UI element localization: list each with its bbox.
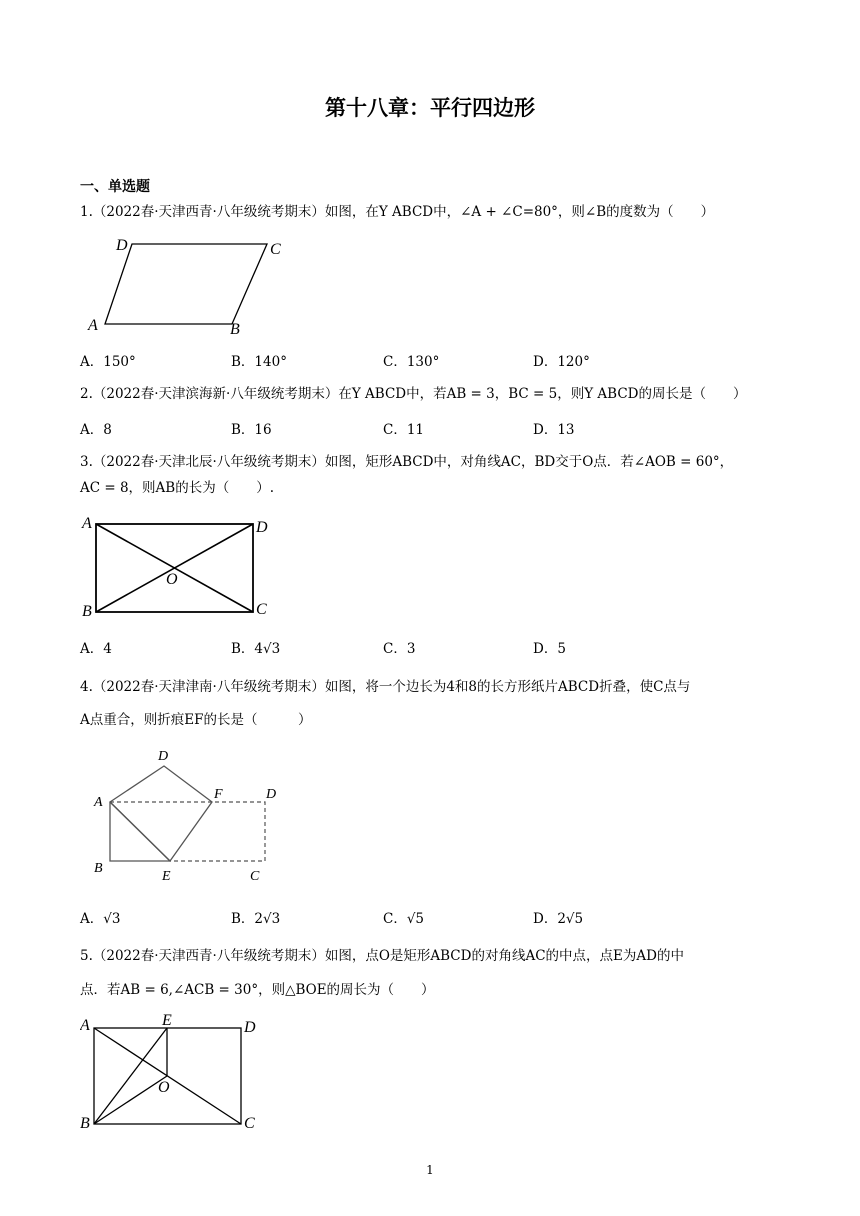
parallelogram-shape [105, 244, 267, 324]
question-4-stem-line2: A点重合，则折痕EF的长是（ ） [80, 712, 312, 728]
question-4-figure [86, 744, 296, 886]
question-1-figure [84, 234, 284, 338]
label-C: C [250, 869, 260, 884]
question-3-stem-line2: AC = 8，则AB的长为（ ）. [80, 480, 275, 496]
question-1-option-d: D．120° [533, 354, 590, 370]
question-5-figure [80, 1012, 270, 1134]
section-heading: 一、单选题 [80, 179, 150, 195]
label-D: D [244, 1019, 256, 1036]
question-3-option-d: D．5 [533, 641, 566, 657]
label-D-folded: D [158, 749, 169, 764]
question-2-option-b: B．16 [231, 422, 272, 438]
label-D: D [266, 787, 277, 802]
question-3-option-a: A．4 [80, 641, 112, 657]
label-B: B [80, 1115, 90, 1132]
question-2-stem: 2.（2022春·天津滨海新·八年级统考期末）在Y ABCD中，若AB = 3，BC = 5，则Y ABCD的周长是（ ） [80, 386, 747, 402]
question-3-option-b: B．4√3 [231, 641, 281, 657]
question-4-option-b: B．2√3 [231, 911, 281, 927]
label-B: B [82, 603, 92, 620]
question-5-stem-line2: 点．若AB = 6,∠ACB = 30°，则△BOE的周长为（ ） [80, 982, 435, 998]
label-B: B [230, 321, 240, 338]
label-C: C [244, 1115, 255, 1132]
page-number: 1 [426, 1163, 434, 1177]
question-3-figure [80, 512, 280, 622]
label-O: O [166, 571, 178, 588]
question-1-option-b: B．140° [231, 354, 287, 370]
label-A: A [94, 795, 103, 810]
question-3-option-c: C．3 [383, 641, 416, 657]
label-B: B [94, 861, 103, 876]
label-F: F [214, 787, 223, 802]
question-1-option-a: A．150° [80, 354, 136, 370]
question-2-option-c: C．11 [383, 422, 425, 438]
question-1-option-c: C．130° [383, 354, 440, 370]
segment-bo [94, 1076, 167, 1124]
label-C: C [256, 601, 267, 618]
label-O: O [158, 1079, 170, 1096]
question-2-option-a: A．8 [80, 422, 112, 438]
segment-be [94, 1028, 167, 1124]
label-A: A [80, 1017, 90, 1034]
question-1-stem: 1.（2022春·天津西青·八年级统考期末）如图，在Y ABCD中，∠A + ∠C=80°，则∠B的度数为（ ） [80, 204, 715, 220]
question-5-stem-line1: 5.（2022春·天津西青·八年级统考期末）如图，点O是矩形ABCD的对角线AC的中点，点E为AD的中 [80, 948, 684, 964]
label-A: A [82, 515, 92, 532]
label-E: E [162, 869, 171, 884]
line-ae [110, 802, 170, 861]
question-4-stem-line1: 4.（2022春·天津津南·八年级统考期末）如图，将一个边长为4和8的长方形纸片ABCD折叠，使C点与 [80, 679, 691, 695]
folded-part [110, 766, 212, 861]
question-4-option-a: A．√3 [80, 911, 121, 927]
page-title: 第十八章：平行四边形 [325, 96, 535, 120]
question-4-option-c: C．√5 [383, 911, 425, 927]
rectangle-dashed-edge [110, 802, 265, 861]
label-C: C [270, 241, 281, 258]
label-E: E [162, 1012, 172, 1029]
label-D: D [116, 237, 128, 254]
question-4-option-d: D．2√5 [533, 911, 584, 927]
question-3-stem-line1: 3.（2022春·天津北辰·八年级统考期末）如图，矩形ABCD中，对角线AC，BD交于O点．若∠AOB = 60°， [80, 454, 734, 470]
label-A: A [88, 317, 98, 334]
label-D: D [256, 519, 268, 536]
question-2-option-d: D．13 [533, 422, 575, 438]
